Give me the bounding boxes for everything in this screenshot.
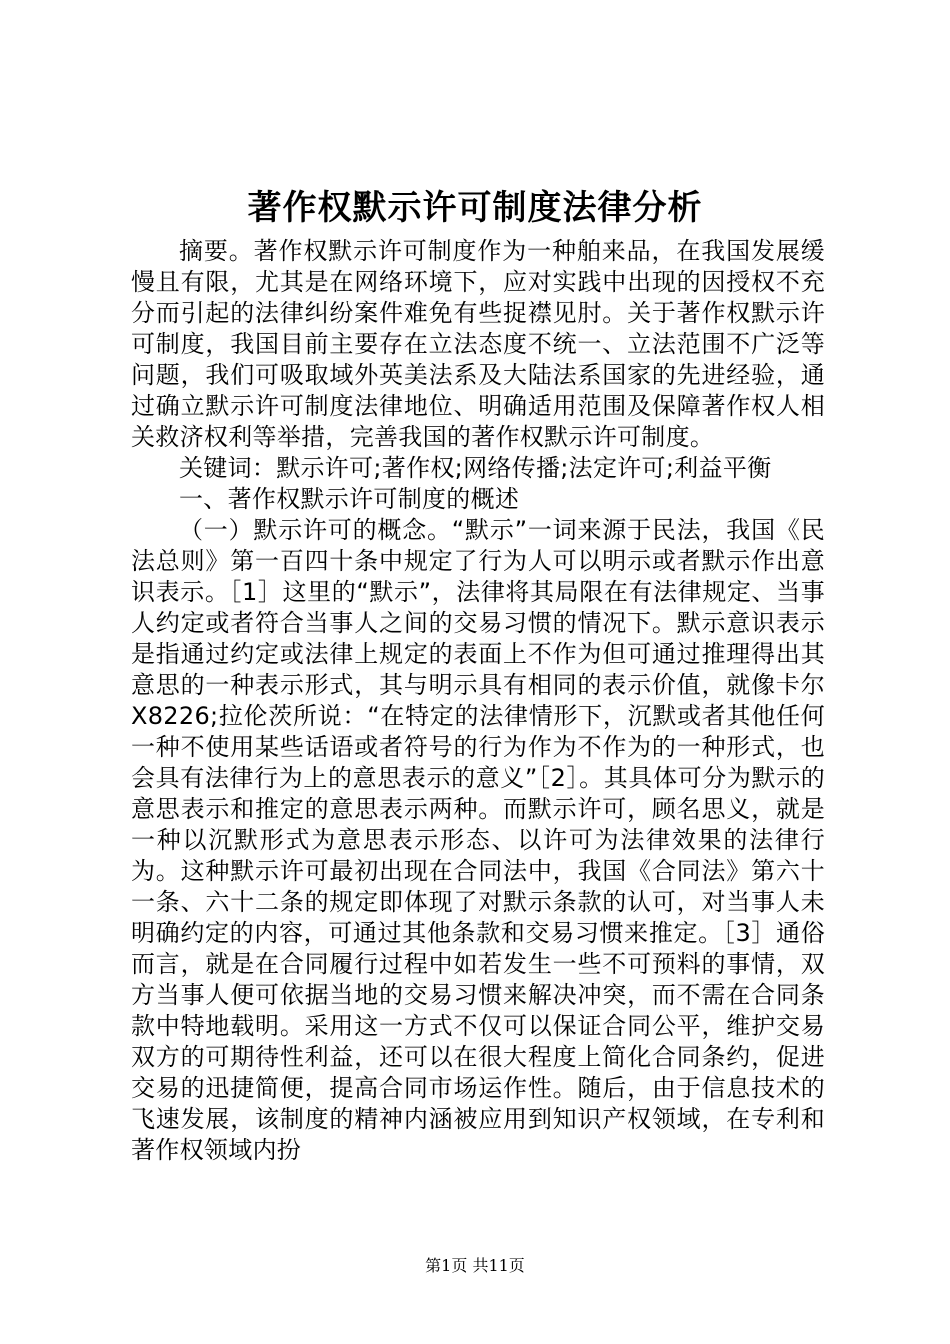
abstract-paragraph: 摘要。著作权默示许可制度作为一种舶来品，在我国发展缓慢且有限，尤其是在网络环境下，应对实践中出现的因授权不充分而引起的法律纠纷案件难免有些捉襟见肘。关于著作权默示许可制度，我国目前主要存在立法态度不统一、立法范围不广泛等问题，我们可吸取域外英美法系及大陆法系国家的先进经验，通过确立默示许可制度法律地位、明确适用范围及保障著作权人相关救济权利等举措，完善我国的著作权默示许可制度。 [131,237,825,451]
body-paragraph: （一）默示许可的概念。“默示”一词来源于民法，我国《民法总则》第一百四十条中规定了行为人可以明示或者默示作出意识表示。［1］这里的“默示”，法律将其局限在有法律规定、当事人约定或者符合当事人之间的交易习惯的情况下。默示意识表示是指通过约定或法律上规定的表面上不作为但可通过推理得出其意思的一种表示形式，其与明示具有相同的表示价值，就像卡尔X8226;拉伦茨所说：“在特定的法律情形下，沉默或者其他任何一种不使用某些话语或者符号的行为作为不作为的一种形式，也会具有法律行为上的意思表示的意义”［2］。其具体可分为默示的意思表示和推定的意思表示两种。而默示许可，顾名思义，就是一种以沉默形式为意思表示形态、以许可为法律效果的法律行为。这种默示许可最初出现在合同法中，我国《合同法》第六十一条、六十二条的规定即体现了对默示条款的认可，对当事人未明确约定的内容，可通过其他条款和交易习惯来推定。［3］通俗而言，就是在合同履行过程中如若发生一些不可预料的事情，双方当事人便可依据当地的交易习惯来解决冲突，而不需在合同条款中特地载明。采用这一方式不仅可以保证合同公平，维护交易双方的可期待性利益，还可以在很大程度上简化合同条约，促进交易的迅捷简便，提高合同市场运作性。随后，由于信息技术的飞速发展，该制度的精神内涵被应用到知识产权领域，在专利和著作权领域内扮 [131,516,825,1164]
page-number-footer: 第1页 共11页 [425,1256,525,1275]
section-heading: 一、著作权默示许可制度的概述 [179,485,520,513]
document-title: 著作权默示许可制度法律分析 [247,188,703,228]
document-body [131,236,825,1166]
keywords-line: 关键词：默示许可;著作权;网络传播;法定许可;利益平衡 [179,454,772,482]
